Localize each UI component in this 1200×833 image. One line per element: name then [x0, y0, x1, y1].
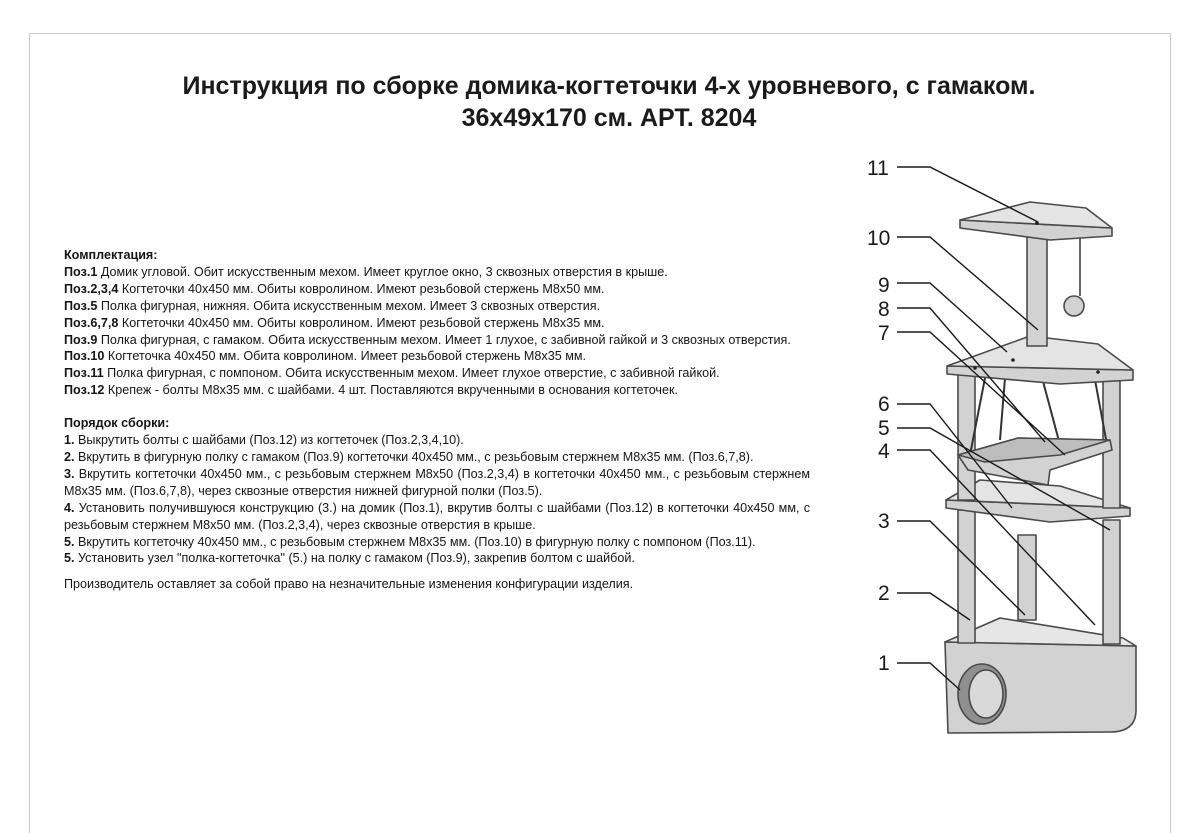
kit-item: Поз.9 Полка фигурная, с гамаком. Обита искусственным мехом. Имеет 1 глухое, с забивной гайкой и 3 сквозных отверстия. — [64, 332, 791, 347]
callout-11: 11 — [867, 157, 889, 180]
kit-item: Поз.2,3,4 Когтеточки 40х450 мм. Обиты ковролином. Имеют резьбовой стержень М8х50 мм. — [64, 281, 605, 296]
kit-item: Поз.1 Домик угловой. Обит искусственным мехом. Имеет круглое окно, 3 сквозных отверстия в крыше. — [64, 264, 668, 279]
assembly-step: 4. Установить получившуюся конструкцию (3.) на домик (Поз.1), вкрутив болты с шайбами (Поз.12) в когтеточки 40х450 мм, с резьбовым стержнем М8х50 мм. (Поз.2,3,4), через сквозные отверстия в крыше. — [64, 500, 810, 532]
left-post-lower — [958, 510, 975, 643]
footer-note: Производитель оставляет за собой право на незначительные изменения конфигурации изделия. — [64, 577, 634, 592]
callout-8: 8 — [878, 298, 890, 321]
pompom — [1064, 296, 1084, 316]
callout-1: 1 — [878, 652, 890, 675]
rear-post-lower — [1018, 535, 1036, 620]
callout-7: 7 — [878, 322, 890, 345]
callout-5: 5 — [878, 417, 890, 440]
callout-4: 4 — [878, 440, 890, 463]
title-line-2: 36х49х170 см. АРТ. 8204 — [461, 104, 757, 132]
kit-item: Поз.10 Когтеточка 40х450 мм. Обита ковролином. Имеет резьбовой стержень М8х35 мм. — [64, 349, 587, 364]
callout-3: 3 — [878, 510, 890, 533]
title-line-1: Инструкция по сборке домика-когтеточки 4-х уровневого, с гамаком. — [182, 72, 1036, 100]
assembly-step: 2. Вкрутить в фигурную полку с гамаком (Поз.9) когтеточки 40х450 мм., с резьбовым стержнем М8х35 мм. (Поз.6,7,8). — [64, 449, 754, 464]
right-post-lower — [1103, 520, 1120, 644]
callout-2: 2 — [878, 582, 890, 605]
assembly-heading: Порядок сборки: — [64, 416, 170, 431]
hammock-part — [958, 438, 1112, 485]
kit-item: Поз.5 Полка фигурная, нижняя. Обита искусственным мехом. Имеет 3 сквозных отверстия. — [64, 298, 601, 313]
top-post — [1027, 222, 1047, 346]
callout-6: 6 — [878, 393, 890, 416]
assembly-step: 5. Вкрутить когтеточку 40х450 мм., с резьбовым стержнем М8х35 мм. (Поз.10) в фигурную полку с помпоном (Поз.11). — [64, 534, 756, 549]
assembly-step: 5. Установить узел "полка-когтеточка" (5.) на полку с гамаком (Поз.9), закрепив болтом с шайбой. — [64, 551, 635, 566]
callout-10: 10 — [867, 227, 891, 250]
kit-item: Поз.6,7,8 Когтеточки 40х450 мм. Обиты ковролином. Имеют резьбовой стержень М8х35 мм. — [64, 315, 605, 330]
assembly-step: 3. Вкрутить когтеточки 40х450 мм., с резьбовым стержнем М8х50 (Поз.2,3,4) в когтеточки 40х450 мм., с резьбовым стержнем М8х35 мм. (Поз.6,7,8), через сквозные отверстия нижней фигурной полки (Поз.5). — [64, 466, 810, 498]
kit-heading: Комплектация: — [64, 248, 158, 262]
assembly-step: 1. Выкрутить болты с шайбами (Поз.12) из когтеточек (Поз.2,3,4,10). — [64, 433, 464, 448]
left-post-mid — [958, 370, 975, 500]
kit-item: Поз.11 Полка фигурная, с помпоном. Обита искусственным мехом. Имеет глухое отверстие, с забивной гайкой. — [64, 366, 720, 381]
kit-item: Поз.12 Крепеж - болты М8х35 мм. с шайбами. 4 шт. Поставляются вкрученными в основания когтеточек. — [64, 383, 678, 398]
callout-9: 9 — [878, 274, 890, 297]
